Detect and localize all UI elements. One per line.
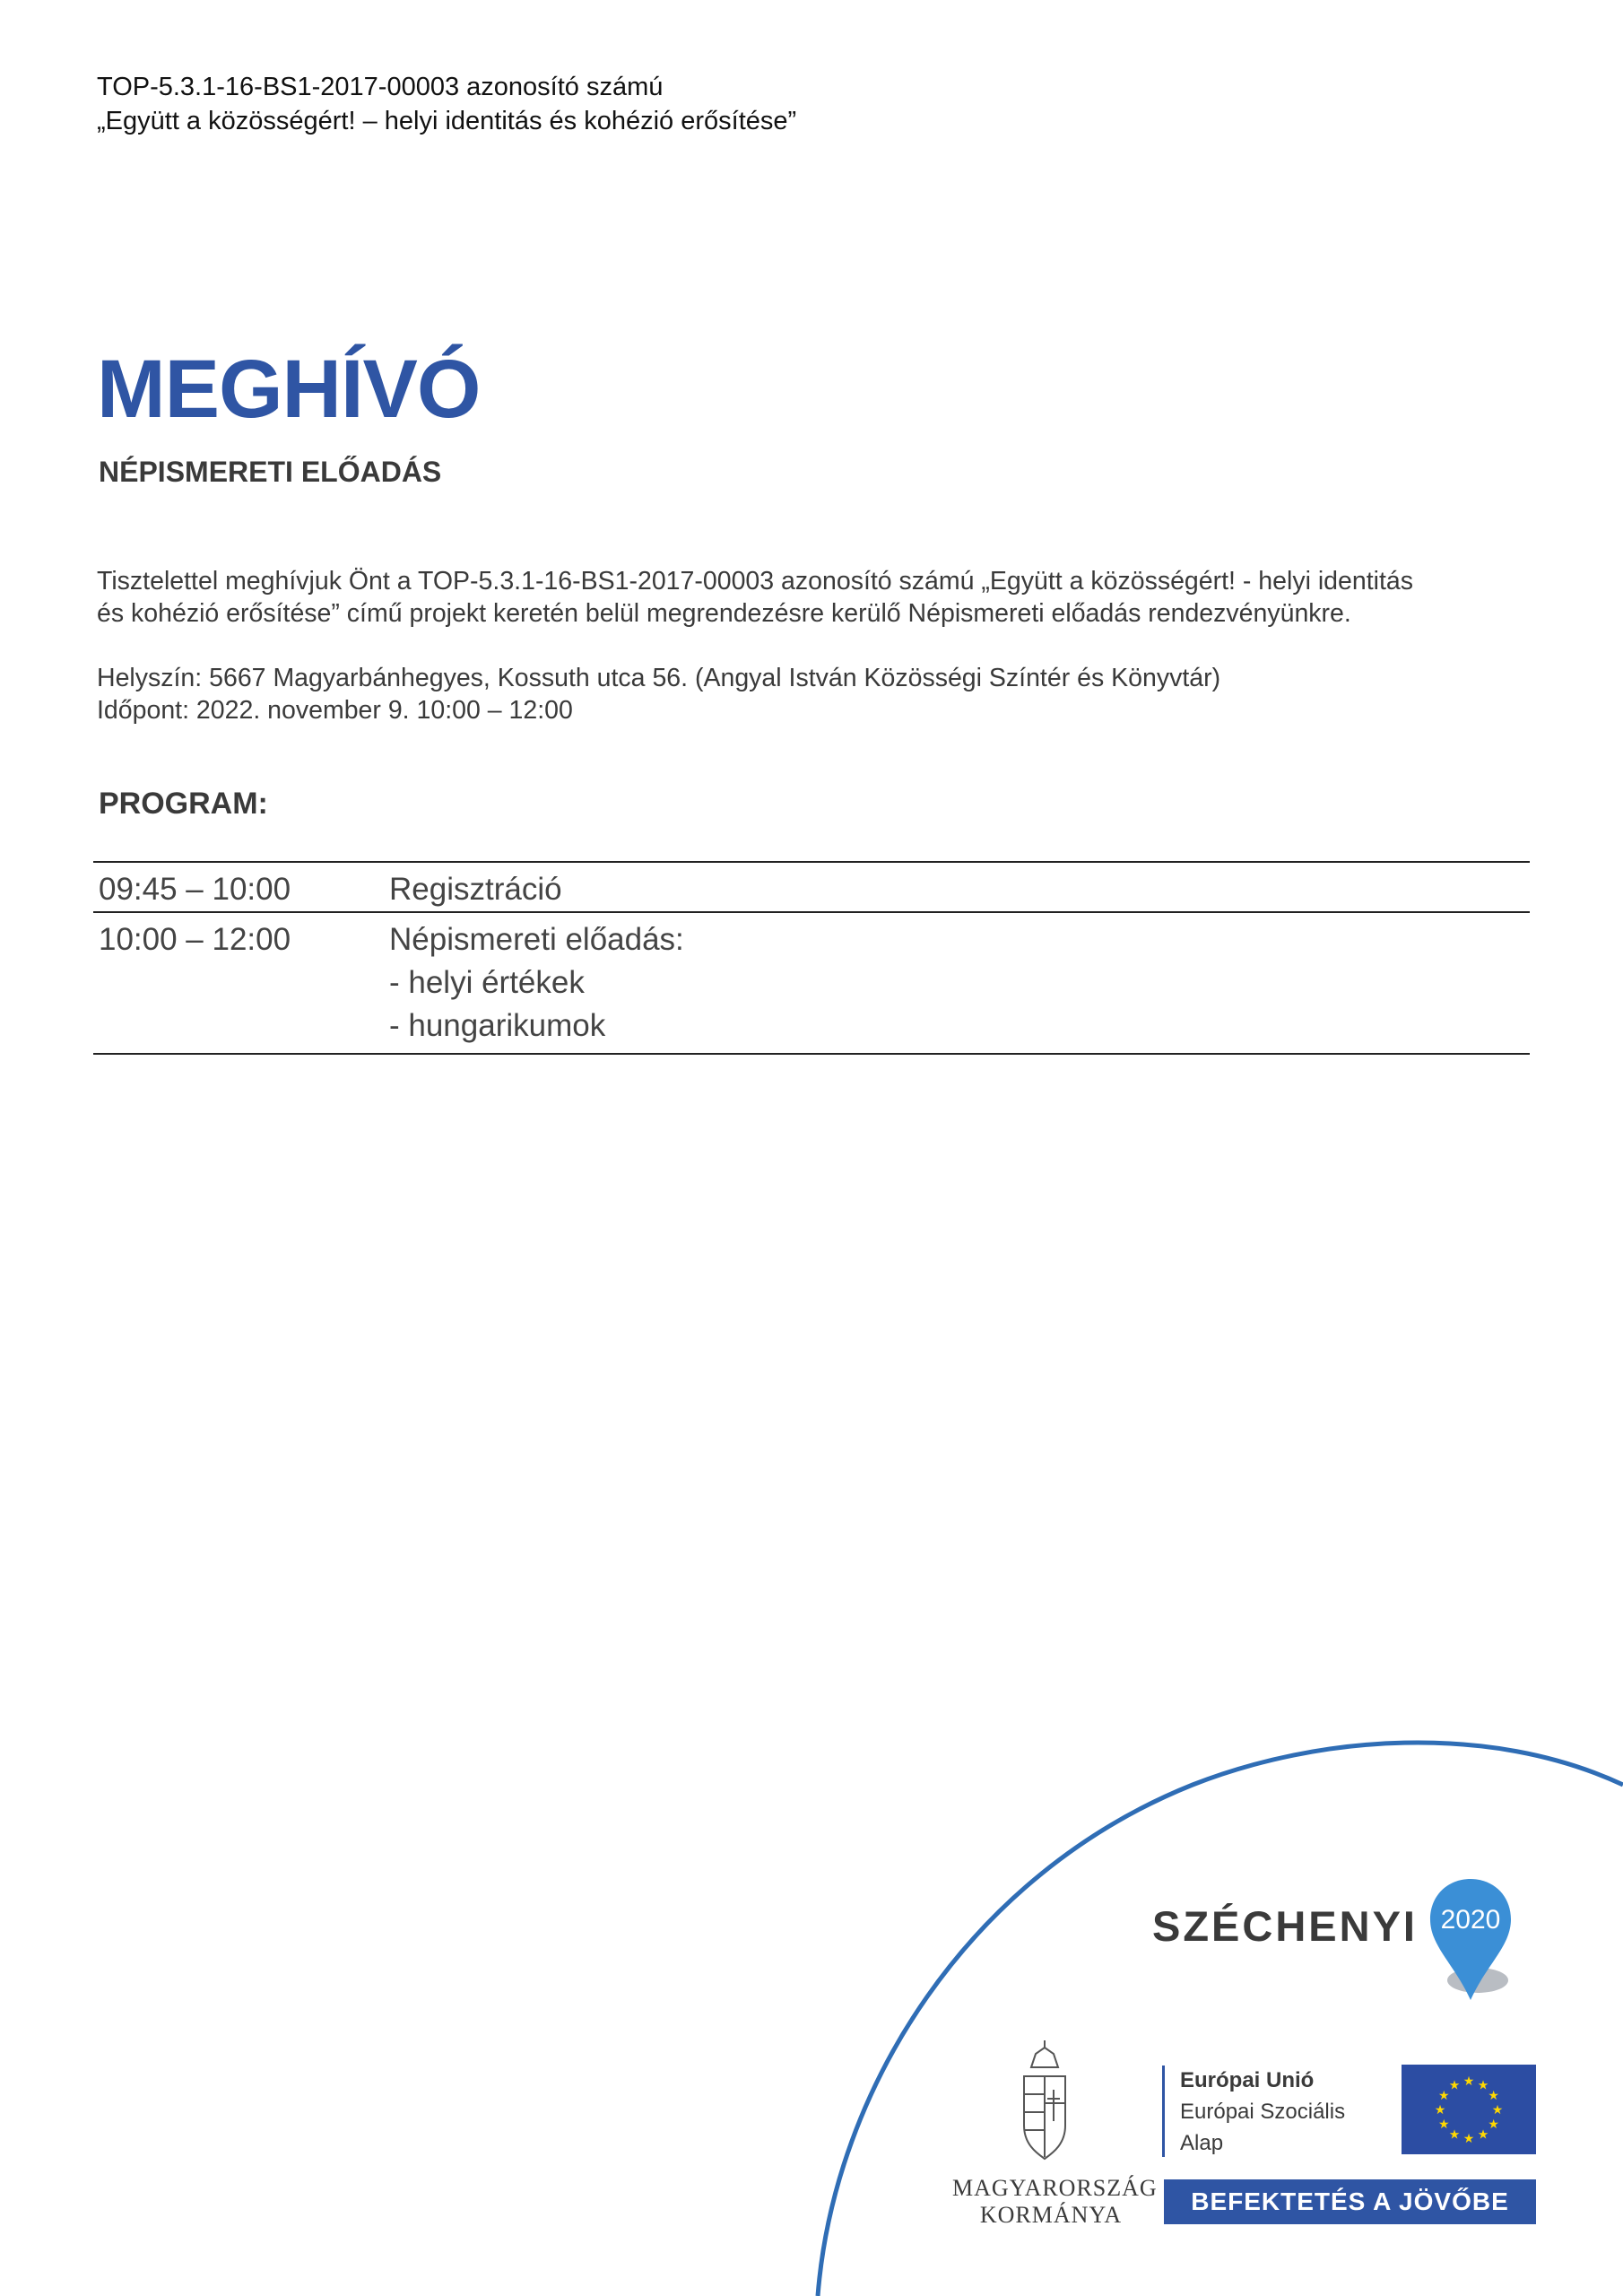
program-line: - helyi értékek <box>389 965 585 1000</box>
eu-star-icon: ★ <box>1477 2077 1489 2092</box>
project-header-line2: „Együtt a közösségért! – helyi identitás és kohézió erősítése” <box>97 107 797 135</box>
eu-star-icon: ★ <box>1448 2126 1461 2142</box>
eu-star-icon: ★ <box>1438 2117 1450 2131</box>
government-logo-text <box>952 2175 1158 2229</box>
eu-star-icon: ★ <box>1462 2074 1475 2088</box>
invest-banner: BEFEKTETÉS A JÖVŐBE <box>1164 2179 1536 2224</box>
eu-star-icon: ★ <box>1462 2131 1475 2145</box>
eu-star-icon: ★ <box>1477 2126 1489 2142</box>
program-line: Regisztráció <box>389 872 562 907</box>
program-heading: PROGRAM: <box>99 787 268 821</box>
intro-line1: Tisztelettel meghívjuk Önt a TOP-5.3.1-16-BS1-2017-00003 azonosító számú „Együtt a közösségért! - helyi identitás <box>97 567 1413 596</box>
eu-star-icon: ★ <box>1434 2102 1446 2117</box>
eu-flag-icon <box>1402 2065 1536 2154</box>
eu-star-icon: ★ <box>1488 2117 1499 2131</box>
coat-of-arms-icon <box>1013 2040 1076 2166</box>
intro-line2: és kohézió erősítése” című projekt keretén belül megrendezésre kerülő Népismereti előadás rendezvényünkre. <box>97 599 1351 628</box>
program-time: 10:00 – 12:00 <box>99 922 291 957</box>
eu-star-icon: ★ <box>1448 2077 1461 2092</box>
program-line: - hungarikumok <box>389 1008 606 1043</box>
eu-star-icon: ★ <box>1438 2088 1450 2102</box>
eu-star-icon: ★ <box>1488 2088 1499 2102</box>
szechenyi-2020-pin-icon <box>1426 1874 1515 2009</box>
program-line: Népismereti előadás: <box>389 922 684 957</box>
eu-line1: Európai Unió <box>1180 2068 1315 2092</box>
program-time: 09:45 – 10:00 <box>99 872 291 907</box>
eu-logo-text <box>1180 2065 1345 2159</box>
government-line2: KORMÁNYA <box>979 2202 1123 2228</box>
eu-line2: Európai Szociális <box>1180 2100 1346 2124</box>
szechenyi-year: 2020 <box>1440 1905 1501 1935</box>
page-subtitle: NÉPISMERETI ELŐADÁS <box>99 456 442 488</box>
szechenyi-logo-text: SZÉCHENYI <box>1152 1902 1418 1950</box>
eu-divider <box>1162 2066 1165 2157</box>
time-text: Időpont: 2022. november 9. 10:00 – 12:00 <box>97 696 573 725</box>
eu-star-icon: ★ <box>1491 2102 1504 2117</box>
project-header-line1: TOP-5.3.1-16-BS1-2017-00003 azonosító számú <box>97 73 664 101</box>
eu-line3: Alap <box>1180 2131 1224 2155</box>
government-line1: MAGYARORSZÁG <box>952 2175 1158 2201</box>
page-title: MEGHÍVÓ <box>97 344 481 435</box>
location-text: Helyszín: 5667 Magyarbánhegyes, Kossuth utca 56. (Angyal István Közösségi Színtér és Könyvtár) <box>97 664 1221 692</box>
